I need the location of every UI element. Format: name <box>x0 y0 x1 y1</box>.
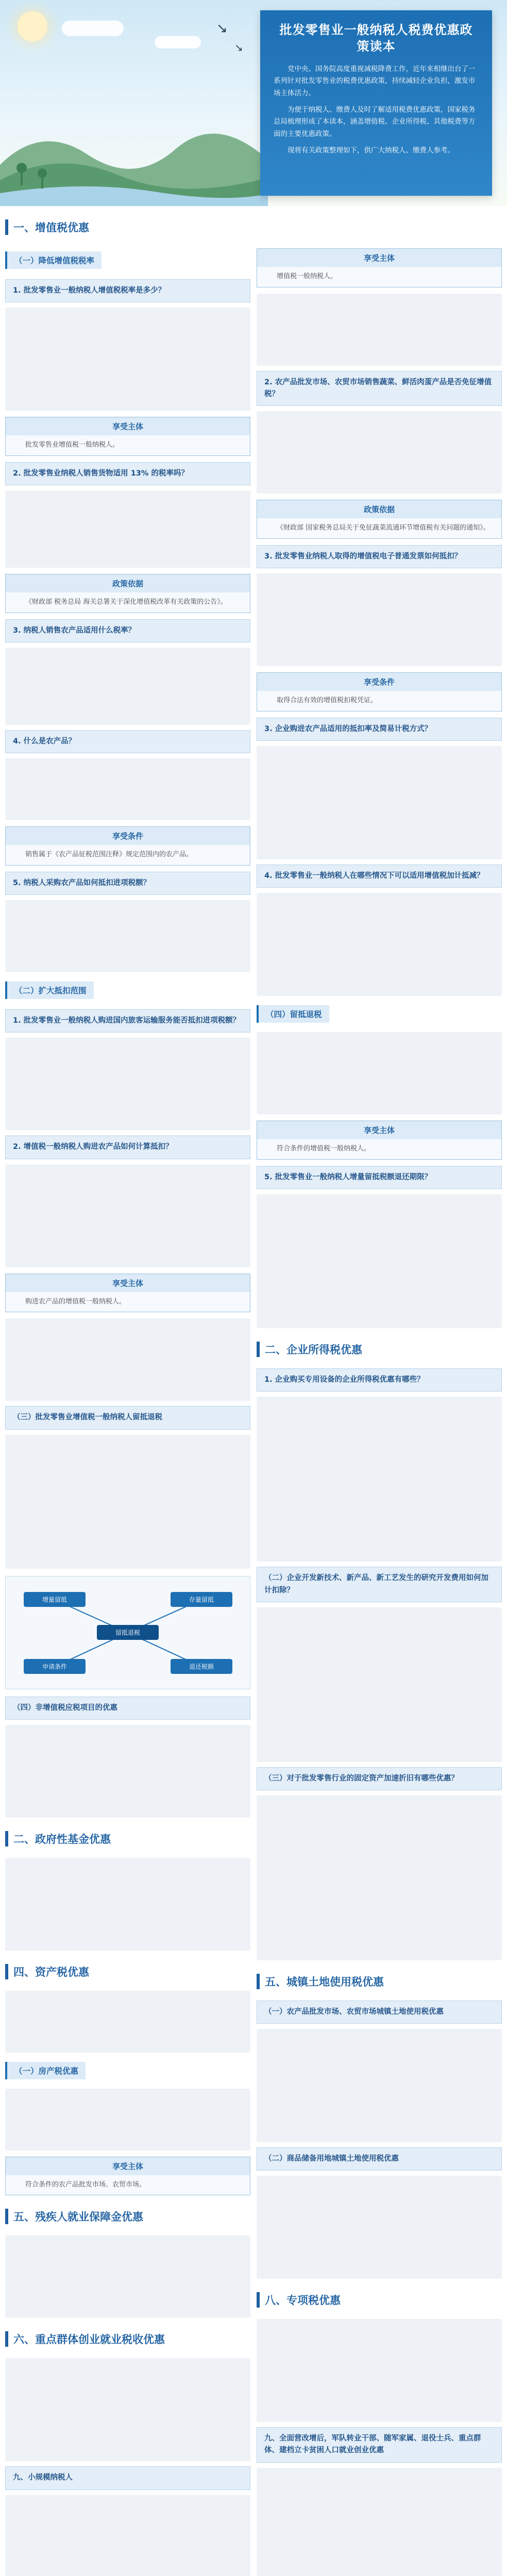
page-title: 批发零售业一般纳税人税费优惠政策读本 <box>279 22 473 54</box>
text-block <box>257 2176 502 2279</box>
text-block <box>5 900 250 972</box>
text-block <box>257 2468 502 2576</box>
text-block <box>5 1164 250 1267</box>
policy-box <box>5 826 250 866</box>
text-block <box>5 1991 250 2053</box>
question-box: 3. 企业购进农产品适用的抵扣率及简易计税方式？ <box>257 718 502 741</box>
text-block <box>5 1038 250 1130</box>
question-box: 5. 纳税人采购农产品如何抵扣进项税额？ <box>5 872 250 895</box>
policy-body: 增值税一般纳税人。 <box>277 273 337 280</box>
text-block <box>257 411 502 494</box>
hills-illustration <box>0 93 268 206</box>
policy-box <box>5 1274 250 1313</box>
policy-body: 符合条件的增值税一般纳税人。 <box>277 1145 371 1153</box>
diagram-node: 申请条件 <box>24 1659 86 1674</box>
question-box: 3. 纳税人销售农产品适用什么税率？ <box>5 619 250 642</box>
text-block <box>5 2358 250 2461</box>
text-block <box>5 648 250 725</box>
policy-body: 《财政部 税务总局 海关总署关于深化增值税改革有关政策的公告》。 <box>25 598 227 606</box>
text-block <box>5 1858 250 1951</box>
subsection-title: （一）降低增值税税率 <box>5 251 102 269</box>
policy-heading: 政策依据 <box>257 500 501 518</box>
policy-heading: 享受主体 <box>6 1274 250 1292</box>
text-block <box>5 758 250 820</box>
section-title: 五、残疾人就业保障金优惠 <box>5 2205 250 2228</box>
policy-body: 取得合法有效的增值税扣税凭证。 <box>277 697 378 705</box>
question-box: 1. 批发零售业一般纳税人增值税税率是多少？ <box>5 279 250 302</box>
question-box: 4. 批发零售业一般纳税人在哪些情况下可以适用增值税加计抵减？ <box>257 865 502 888</box>
right-column <box>257 206 502 2576</box>
text-block <box>5 1435 250 1569</box>
intro-paragraph: 党中央、国务院高度重视减税降费工作，近年来相继出台了一系列针对批发零售业的税费优惠政策，持续减轻企业负担，激发市场主体活力。 <box>274 64 476 98</box>
swallow-icon: ↘ <box>216 21 228 36</box>
banner-intro <box>274 63 479 157</box>
policy-heading: 享受主体 <box>6 417 250 435</box>
text-block <box>5 2089 250 2150</box>
section-title: 二、企业所得税优惠 <box>257 1337 502 1361</box>
question-box: 2. 农产品批发市场、农贸市场销售蔬菜、鲜活肉蛋产品是否免征增值税？ <box>257 371 502 406</box>
question-box: 2. 批发零售业纳税人销售货物适用 13% 的税率吗？ <box>5 462 250 485</box>
text-block <box>5 2495 250 2576</box>
intro-paragraph: 现将有关政策整理如下，供广大纳税人、缴费人参考。 <box>288 146 454 155</box>
diagram-node: 存量留抵 <box>171 1592 232 1607</box>
question-box: 5. 批发零售业一般纳税人增量留抵税额退还期限？ <box>257 1166 502 1189</box>
text-block <box>257 893 502 996</box>
text-block <box>257 2319 502 2422</box>
policy-body: 符合条件的农产品批发市场、农贸市场。 <box>25 2180 146 2189</box>
text-block <box>5 2235 250 2318</box>
text-block <box>257 1032 502 1114</box>
text-block <box>257 294 502 366</box>
question-box: （三）对于批发零售行业的固定资产加速折旧有哪些优惠？ <box>257 1767 502 1790</box>
text-block <box>257 1795 502 1960</box>
policy-heading: 政策依据 <box>6 574 250 592</box>
policy-heading: 享受主体 <box>257 1121 501 1139</box>
diagram-node-center: 留抵退税 <box>97 1625 159 1640</box>
policy-heading: 享受条件 <box>257 673 501 691</box>
section-title: 二、政府性基金优惠 <box>5 1827 250 1851</box>
policy-body: 批发零售业增值税一般纳税人。 <box>25 441 120 449</box>
section-title: 四、资产税优惠 <box>5 1960 250 1984</box>
policy-box <box>5 2157 250 2196</box>
question-box: （一）农产品批发市场、农贸市场城镇土地使用税优惠 <box>257 2001 502 2024</box>
policy-box <box>5 574 250 613</box>
policy-box <box>257 248 502 287</box>
diagram-node: 增量留抵 <box>24 1592 86 1607</box>
intro-paragraph: 为便于纳税人、缴费人及时了解适用税费优惠政策，国家税务总局梳理形成了本读本，涵盖增值税、企业所得税、其他税费等方面的主要优惠政策。 <box>274 105 476 138</box>
question-box: 3. 批发零售业纳税人取得的增值税电子普通发票如何抵扣？ <box>257 545 502 568</box>
text-block <box>5 1318 250 1401</box>
section-title: 八、专项税优惠 <box>257 2288 502 2312</box>
text-block <box>257 746 502 859</box>
refund-diagram <box>5 1576 250 1689</box>
swallow-icon: ↘ <box>234 41 243 54</box>
question-box: 九、全面营改增后，军队转业干部、随军家属、退役士兵、重点群体、建档立卡贫困人口就业创业优惠 <box>257 2427 502 2462</box>
policy-box <box>257 1121 502 1160</box>
text-block <box>257 2029 502 2142</box>
section-title: 六、重点群体创业就业税收优惠 <box>5 2327 250 2351</box>
policy-body: 购进农产品的增值税一般纳税人。 <box>25 1297 126 1306</box>
question-box: （二）商品储备用地城镇土地使用税优惠 <box>257 2147 502 2171</box>
text-block <box>257 1397 502 1562</box>
question-box: 2. 增值税一般纳税人购进农产品如何计算抵扣？ <box>5 1136 250 1159</box>
text-block <box>257 1607 502 1762</box>
policy-heading: 享受主体 <box>6 2157 250 2175</box>
section-title: 一、增值税优惠 <box>5 215 250 239</box>
cloud-icon <box>62 21 124 36</box>
text-block <box>5 490 250 568</box>
question-box: （三）批发零售业增值税一般纳税人留抵退税 <box>5 1406 250 1429</box>
policy-body: 《财政部 国家税务总局关于免征蔬菜流通环节增值税有关问题的通知》。 <box>277 524 490 532</box>
policy-box <box>257 672 502 711</box>
text-block <box>257 573 502 666</box>
policy-box <box>5 417 250 456</box>
banner-card <box>260 10 492 196</box>
text-block <box>257 1194 502 1328</box>
section-title: 五、城镇土地使用税优惠 <box>257 1970 502 1993</box>
policy-heading: 享受主体 <box>257 249 501 267</box>
subsection-title: （四）留抵退税 <box>257 1005 329 1023</box>
text-block <box>5 308 250 411</box>
sun-icon <box>18 11 47 41</box>
question-box: 4. 什么是农产品？ <box>5 730 250 753</box>
question-box: （二）企业开发新技术、新产品、新工艺发生的研究开发费用如何加计扣除？ <box>257 1567 502 1602</box>
left-column <box>5 206 250 2576</box>
question-box: 1. 企业购买专用设备的企业所得税优惠有哪些？ <box>257 1368 502 1392</box>
question-box: 1. 批发零售业一般纳税人购进国内旅客运输服务能否抵扣进项税额？ <box>5 1009 250 1032</box>
policy-body: 销售属于《农产品征税范围注释》规定范围内的农产品。 <box>25 851 193 859</box>
diagram-node: 退还税额 <box>171 1659 232 1674</box>
policy-box <box>257 500 502 539</box>
subsection-title: （二）扩大抵扣范围 <box>5 981 94 999</box>
cloud-icon <box>155 36 201 48</box>
text-block <box>5 1725 250 1818</box>
question-box: 九、小规模纳税人 <box>5 2466 250 2489</box>
question-box: （四）非增值税应税项目的优惠 <box>5 1697 250 1720</box>
policy-heading: 享受条件 <box>6 827 250 845</box>
subsection-title: （一）房产税优惠 <box>5 2062 86 2079</box>
banner <box>0 0 507 206</box>
